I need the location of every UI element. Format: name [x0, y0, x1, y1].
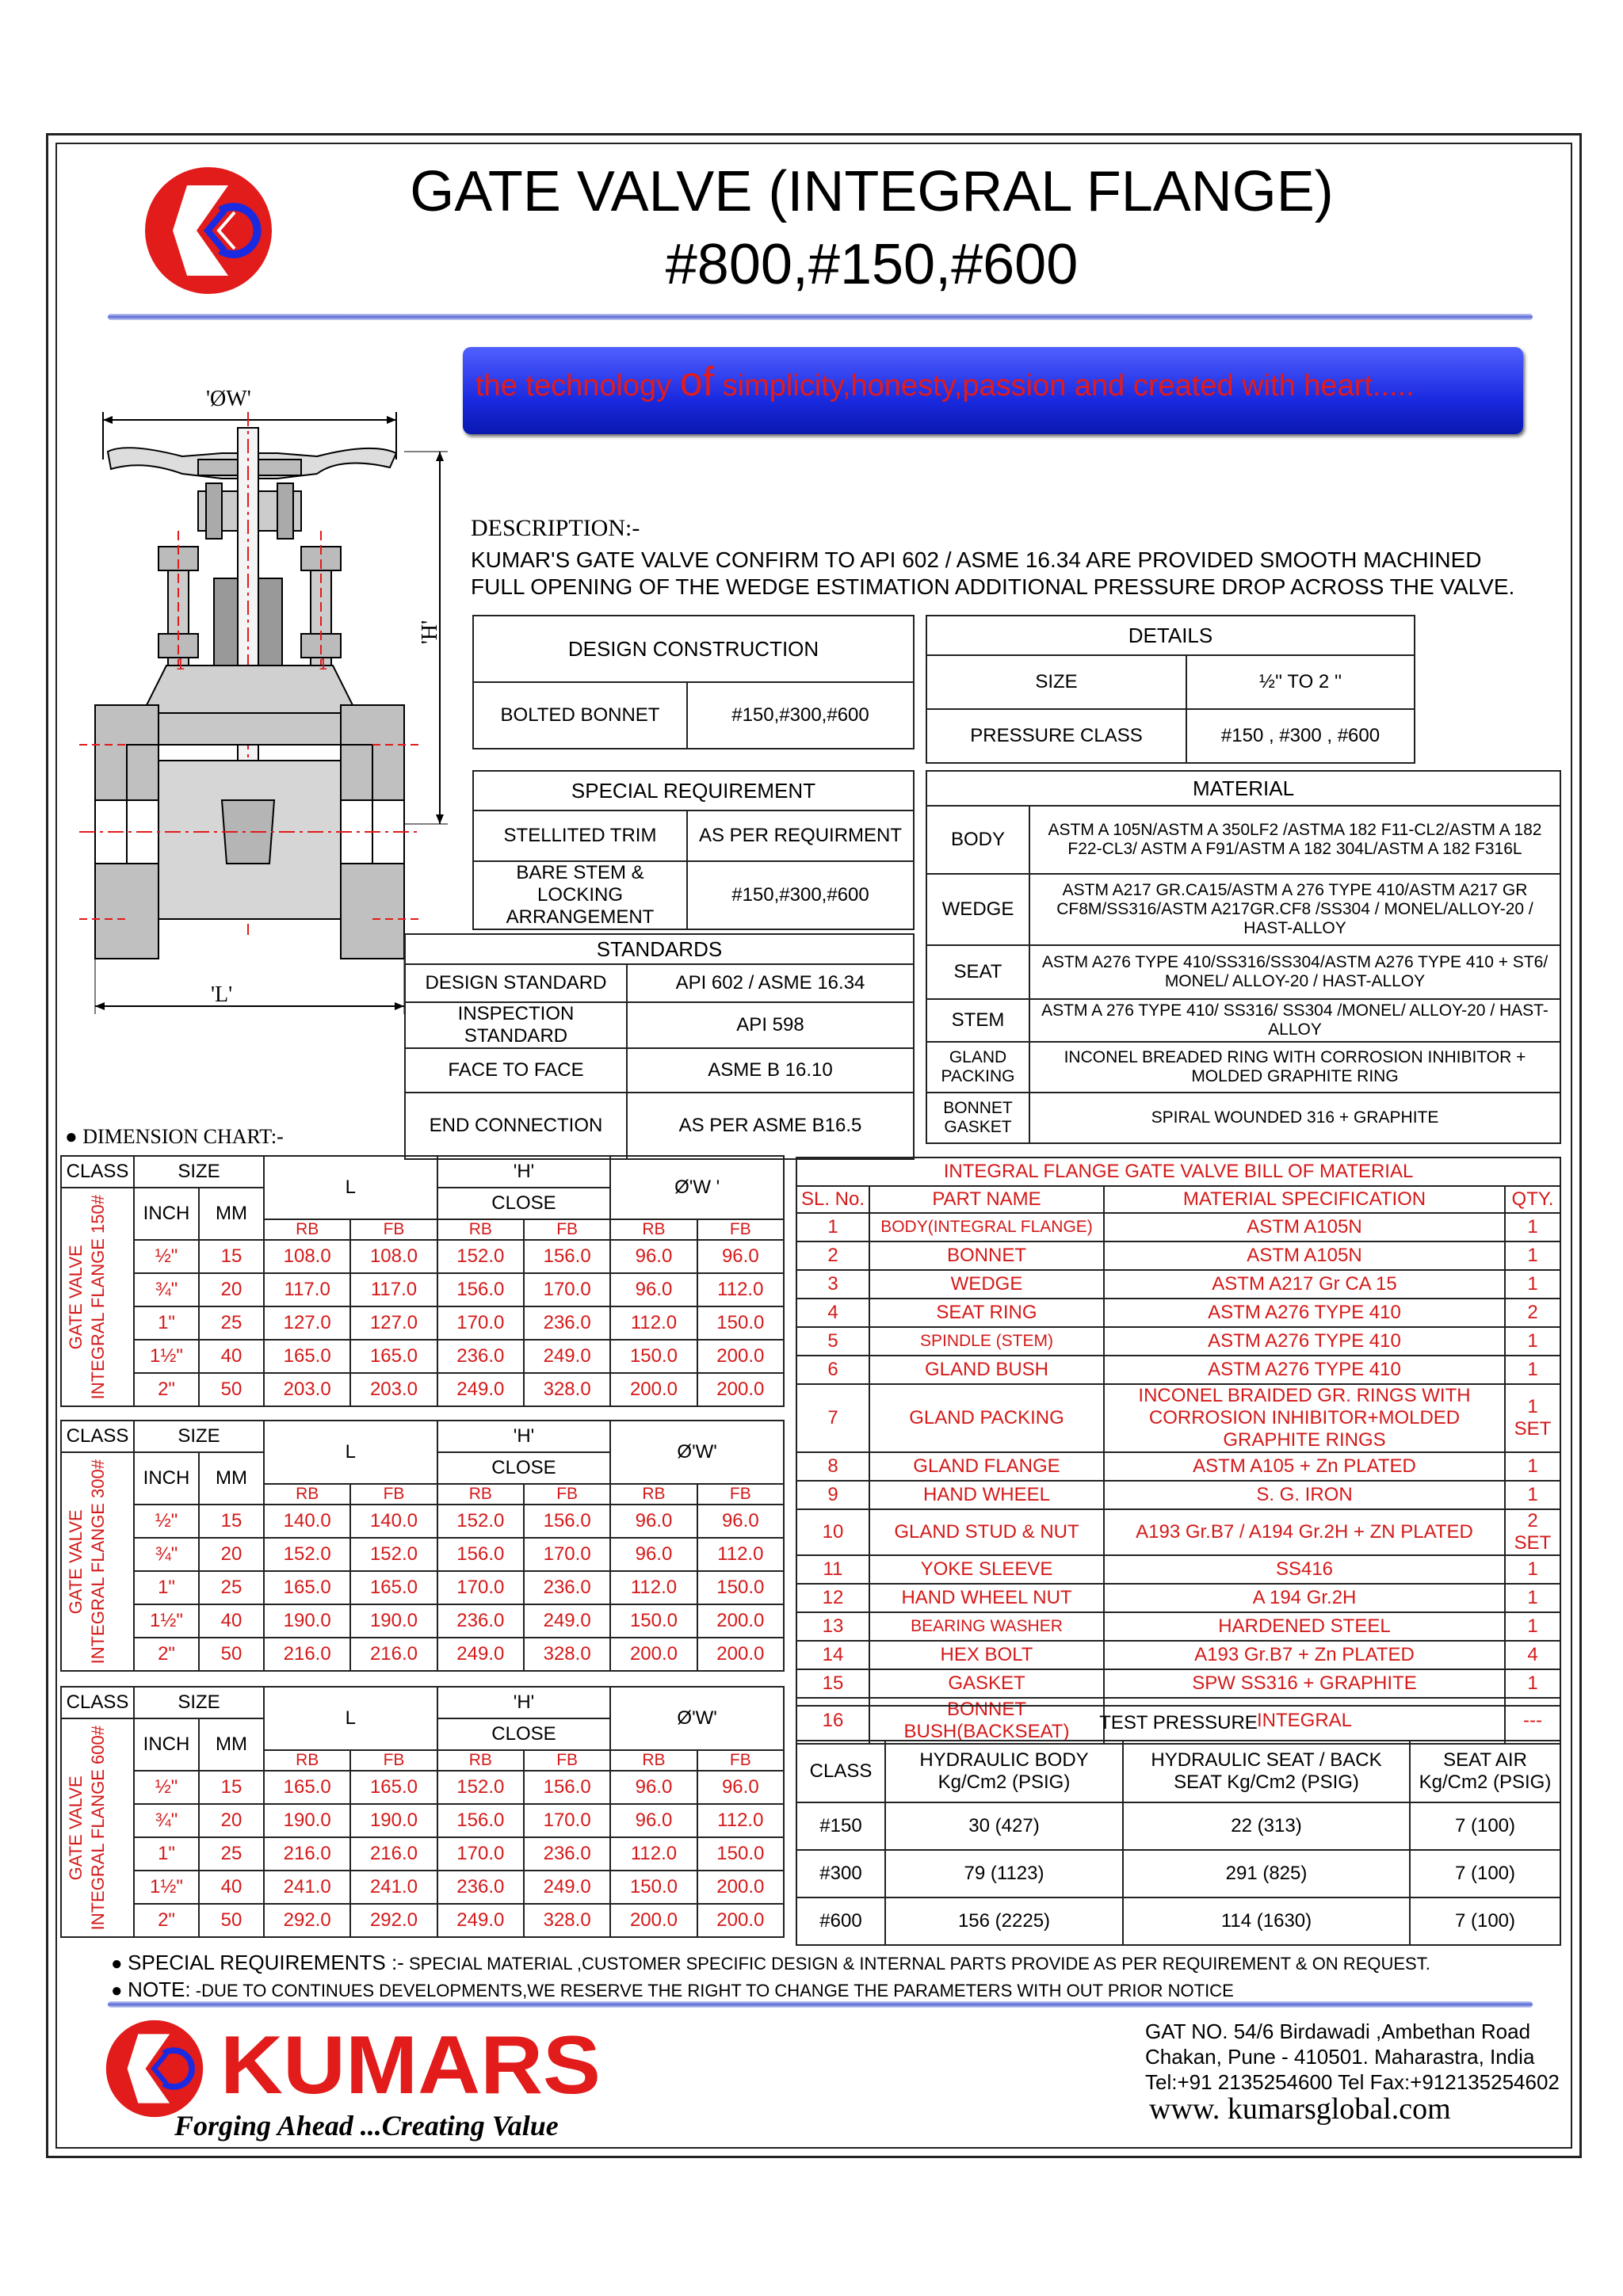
page-subtitle: #800,#150,#600	[665, 233, 1079, 296]
dimension-row: 1" 25 127.0 127.0 170.0 236.0 112.0 150.0	[61, 1306, 784, 1340]
section-marker-right: 1	[319, 656, 328, 673]
footer-logo-icon	[103, 2017, 206, 2120]
test-pressure-row: #150 30 (427) 22 (313) 7 (100)	[796, 1802, 1560, 1850]
dimension-l-label: 'L'	[211, 982, 233, 1007]
footer-divider	[108, 2001, 1533, 2008]
section-marker-left: 1	[176, 656, 185, 673]
bom-row: 2 BONNET ASTM A105N 1	[796, 1241, 1560, 1270]
details-header: DETAILS	[926, 616, 1415, 655]
company-address: GAT NO. 54/6 Birdawadi ,Ambethan Road Chakan, Pune - 410501. Maharastra, India Tel:+91 2135254600 Tel Fax:+912135254602	[1145, 2019, 1560, 2094]
bom-row: 16 BONNET BUSH(BACKSEAT) INTEGRAL ---	[796, 1698, 1560, 1744]
test-pressure-row: #600 156 (2225) 114 (1630) 7 (100)	[796, 1897, 1560, 1945]
dimension-table-side-label: GATE VALVE INTEGRAL FLANGE 600#	[66, 1725, 108, 1931]
header-divider	[108, 314, 1533, 320]
description-text: KUMAR'S GATE VALVE CONFIRM TO API 602 / ASME 16.34 ARE PROVIDED SMOOTH MACHINED FULL OPENING OF THE WEDGE ESTIMATION ADDITIONAL PRESSURE DROP ACROSS THE VALVE.	[471, 547, 1515, 599]
dimension-row: 1" 25 216.0 216.0 170.0 236.0 112.0 150.0	[61, 1837, 784, 1871]
dimension-row: 1½" 40 241.0 241.0 236.0 249.0 150.0 200.0	[61, 1871, 784, 1904]
bom-row: 9 HAND WHEEL S. G. IRON 1	[796, 1481, 1560, 1509]
standards-header: STANDARDS	[405, 934, 914, 964]
dimension-row: ½" 15 165.0 165.0 152.0 156.0 96.0 96.0	[61, 1771, 784, 1804]
dimension-row: 1½" 40 165.0 165.0 236.0 249.0 150.0 200.0	[61, 1340, 784, 1373]
bom-row: 10 GLAND STUD & NUT A193 Gr.B7 / A194 Gr.2H + ZN PLATED 2 SET	[796, 1509, 1560, 1555]
bom-row: 1 BODY(INTEGRAL FLANGE) ASTM A105N 1	[796, 1213, 1560, 1241]
bom-row: 14 HEX BOLT A193 Gr.B7 + Zn PLATED 4	[796, 1641, 1560, 1669]
brand-wordmark-text: KUMARS	[220, 2028, 601, 2107]
dimension-table-side-label: GATE VALVE INTEGRAL FLANGE 150#	[66, 1194, 108, 1400]
website-link[interactable]: www. kumarsglobal.com	[1149, 2092, 1451, 2126]
special-requirements-note: ● SPECIAL REQUIREMENTS :- SPECIAL MATERIAL ,CUSTOMER SPECIFIC DESIGN & INTERNAL PARTS PROVIDE AS PER REQUIREMENT & ON REQUEST.	[111, 1951, 1430, 1974]
special-requirement-table: SPECIAL REQUIREMENT STELLITED TRIM AS PER REQUIRMENT BARE STEM & LOCKING ARRANGEMENT #150,#300,#600	[472, 770, 915, 930]
dimension-chart-heading: ● DIMENSION CHART:-	[65, 1125, 284, 1148]
dimension-h-label: 'H'	[418, 620, 443, 645]
bill-of-material-table: INTEGRAL FLANGE GATE VALVE BILL OF MATERIAL SL. No. PART NAME MATERIAL SPECIFICATION QTY. 1 BODY(INTEGRAL FLANGE) ASTM A105N 1 2 BONNET ASTM A105N 1 3 WEDGE ASTM A217 Gr CA 15 1 4 SEAT RING ASTM A276 TYPE 410 2 5 SPINDLE (STEM) ASTM A276 TYPE 410 1 6 GLAND BUSH ASTM A276 TYPE 410 1 7 GLAND PACKING INCONEL BRAIDED GR. RINGS WITH CORROSION INHIBITOR+MOLDED GRAPHITE RINGS 1 SET 8 GLAND FLANGE ASTM A105 + Zn PLATED 1 9 HAND WHEEL S. G. IRON 1 10 GLAND STUD & NUT A193 Gr.B7 / A194 Gr.2H + ZN PLATED 2 SET 11 YOKE SLEEVE SS416 1 12 HAND WHEEL NUT A 194 Gr.2H 1 13 BEARING WASHER HARDENED STEEL 1 14 HEX BOLT A193 Gr.B7 + Zn PLATED 4 15 GASKET SPW SS316 + GRAPHITE 1 16 BONNET BUSH(BACKSEAT) INTEGRAL ---	[796, 1157, 1561, 1745]
design-construction-table: DESIGN CONSTRUCTION BOLTED BONNET #150,#300,#600	[472, 615, 915, 749]
material-header: MATERIAL	[926, 771, 1560, 806]
dimension-w-label: 'ØW'	[206, 387, 251, 411]
dimension-table-side-label: GATE VALVE INTEGRAL FLANGE 300#	[66, 1459, 108, 1665]
bom-row: 6 GLAND BUSH ASTM A276 TYPE 410 1	[796, 1356, 1560, 1384]
bom-row: 8 GLAND FLANGE ASTM A105 + Zn PLATED 1	[796, 1452, 1560, 1481]
brand-wordmark	[220, 2028, 601, 2107]
slogan: Forging Ahead ...Creating Value	[174, 2110, 559, 2142]
standards-table: STANDARDS DESIGN STANDARD API 602 / ASME 16.34 INSPECTION STANDARD API 598 FACE TO FACE ASME B 16.10 END CONNECTION AS PER ASME B16.5	[404, 933, 915, 1160]
dimension-row: ¾" 20 117.0 117.0 156.0 170.0 96.0 112.0	[61, 1273, 784, 1306]
page-title: GATE VALVE (INTEGRAL FLANGE)	[410, 160, 1334, 223]
bom-row: 13 BEARING WASHER HARDENED STEEL 1	[796, 1612, 1560, 1641]
dimension-table: CLASS SIZE L 'H' Ø'W' GATE VALVE INTEGRAL FLANGE 300# INCH MM CLOSE RB FB RB FB RB FB ½" 15 140.0 140.0 152.0 156.0 96.0 96.0 ¾" 20 152.0 152.0 156.0 170.0 96.0 112.0 1" 25 165.0 165.0 170.0 236.0 112.0 150.0 1½" 40 190.0 190.0 236.0 249.0 150.0 200.0 2" 50 216.0 216.0 249.0 328.0 200.0 200.0	[60, 1420, 785, 1672]
bom-row: 7 GLAND PACKING INCONEL BRAIDED GR. RINGS WITH CORROSION INHIBITOR+MOLDED GRAPHITE RINGS 1 SET	[796, 1384, 1560, 1452]
details-table: DETAILS SIZE ½'' TO 2 '' PRESSURE CLASS #150 , #300 , #600	[926, 615, 1415, 764]
dimension-row: ¾" 20 190.0 190.0 156.0 170.0 96.0 112.0	[61, 1804, 784, 1837]
bom-row: 11 YOKE SLEEVE SS416 1	[796, 1555, 1560, 1584]
material-table: MATERIAL BODY ASTM A 105N/ASTM A 350LF2 /ASTMA 182 F11-CL2/ASTM A 182 F22-CL3/ ASTM A F91/ASTM A 182 304L/ASTM A 182 F316L WEDGE ASTM A217 GR.CA15/ASTM A 276 TYPE 410/ASTM A217 GR CF8M/SS316/ASTM A217GR.CF8 /SS304 / MONEL/ALLOY-20 / HAST-ALLOY SEAT ASTM A276 TYPE 410/SS316/SS304/ASTM A276 TYPE 410 + ST6/ MONEL/ ALLOY-20 / HAST-ALLOY STEM ASTM A 276 TYPE 410/ SS316/ SS304 /MONEL/ ALLOY-20 / HAST-ALLOY GLAND PACKING INCONEL BREADED RING WITH CORROSION INHIBITOR + MOLDED GRAPHITE RING BONNET GASKET SPIRAL WOUNDED 316 + GRAPHITE	[926, 770, 1561, 1144]
dimension-row: ½" 15 140.0 140.0 152.0 156.0 96.0 96.0	[61, 1505, 784, 1538]
bom-row: 4 SEAT RING ASTM A276 TYPE 410 2	[796, 1299, 1560, 1327]
bom-title: INTEGRAL FLANGE GATE VALVE BILL OF MATERIAL	[796, 1158, 1560, 1186]
tagline-text: the technology of simplicity,honesty,passion and created with heart.....	[475, 359, 1415, 405]
dimension-row: 1½" 40 190.0 190.0 236.0 249.0 150.0 200.0	[61, 1604, 784, 1638]
design-construction-header: DESIGN CONSTRUCTION	[473, 616, 914, 682]
general-note: ● NOTE: -DUE TO CONTINUES DEVELOPMENTS,WE RESERVE THE RIGHT TO CHANGE THE PARAMETERS WITH OUT PRIOR NOTICE	[111, 1978, 1234, 2001]
company-logo-icon	[141, 163, 276, 298]
special-requirement-header: SPECIAL REQUIREMENT	[473, 771, 914, 810]
dimension-table: CLASS SIZE L 'H' Ø'W ' GATE VALVE INTEGRAL FLANGE 150# INCH MM CLOSE RB FB RB FB RB FB ½" 15 108.0 108.0 152.0 156.0 96.0 96.0 ¾" 20 117.0 117.0 156.0 170.0 96.0 112.0 1" 25 127.0 127.0 170.0 236.0 112.0 150.0 1½" 40 165.0 165.0 236.0 249.0 150.0 200.0 2" 50 203.0 203.0 249.0 328.0 200.0 200.0	[60, 1155, 785, 1407]
dimension-row: 2" 50 292.0 292.0 249.0 328.0 200.0 200.0	[61, 1904, 784, 1937]
test-pressure-table: TEST PRESSURE CLASS HYDRAULIC BODY Kg/Cm2 (PSIG) HYDRAULIC SEAT / BACK SEAT Kg/Cm2 (PSIG) SEAT AIR Kg/Cm2 (PSIG) #150 30 (427) 22 (313) 7 (100) #300 79 (1123) 291 (825) 7 (100) #600 156 (2225) 114 (1630) 7 (100)	[796, 1705, 1561, 1946]
dimension-row: 1" 25 165.0 165.0 170.0 236.0 112.0 150.0	[61, 1571, 784, 1604]
dimension-row: ½" 15 108.0 108.0 152.0 156.0 96.0 96.0	[61, 1240, 784, 1273]
test-pressure-title: TEST PRESSURE	[796, 1706, 1560, 1741]
dimension-table: CLASS SIZE L 'H' Ø'W' GATE VALVE INTEGRAL FLANGE 600# INCH MM CLOSE RB FB RB FB RB FB ½" 15 165.0 165.0 152.0 156.0 96.0 96.0 ¾" 20 190.0 190.0 156.0 170.0 96.0 112.0 1" 25 216.0 216.0 170.0 236.0 112.0 150.0 1½" 40 241.0 241.0 236.0 249.0 150.0 200.0 2" 50 292.0 292.0 249.0 328.0 200.0 200.0	[60, 1686, 785, 1938]
test-pressure-row: #300 79 (1123) 291 (825) 7 (100)	[796, 1850, 1560, 1897]
bom-row: 5 SPINDLE (STEM) ASTM A276 TYPE 410 1	[796, 1327, 1560, 1356]
description-heading: DESCRIPTION:-	[471, 515, 640, 541]
dimension-row: ¾" 20 152.0 152.0 156.0 170.0 96.0 112.0	[61, 1538, 784, 1571]
dimension-row: 2" 50 203.0 203.0 249.0 328.0 200.0 200.0	[61, 1373, 784, 1406]
dimension-row: 2" 50 216.0 216.0 249.0 328.0 200.0 200.0	[61, 1638, 784, 1671]
bom-row: 15 GASKET SPW SS316 + GRAPHITE 1	[796, 1669, 1560, 1698]
bom-row: 12 HAND WHEEL NUT A 194 Gr.2H 1	[796, 1584, 1560, 1612]
bom-row: 3 WEDGE ASTM A217 Gr CA 15 1	[796, 1270, 1560, 1299]
